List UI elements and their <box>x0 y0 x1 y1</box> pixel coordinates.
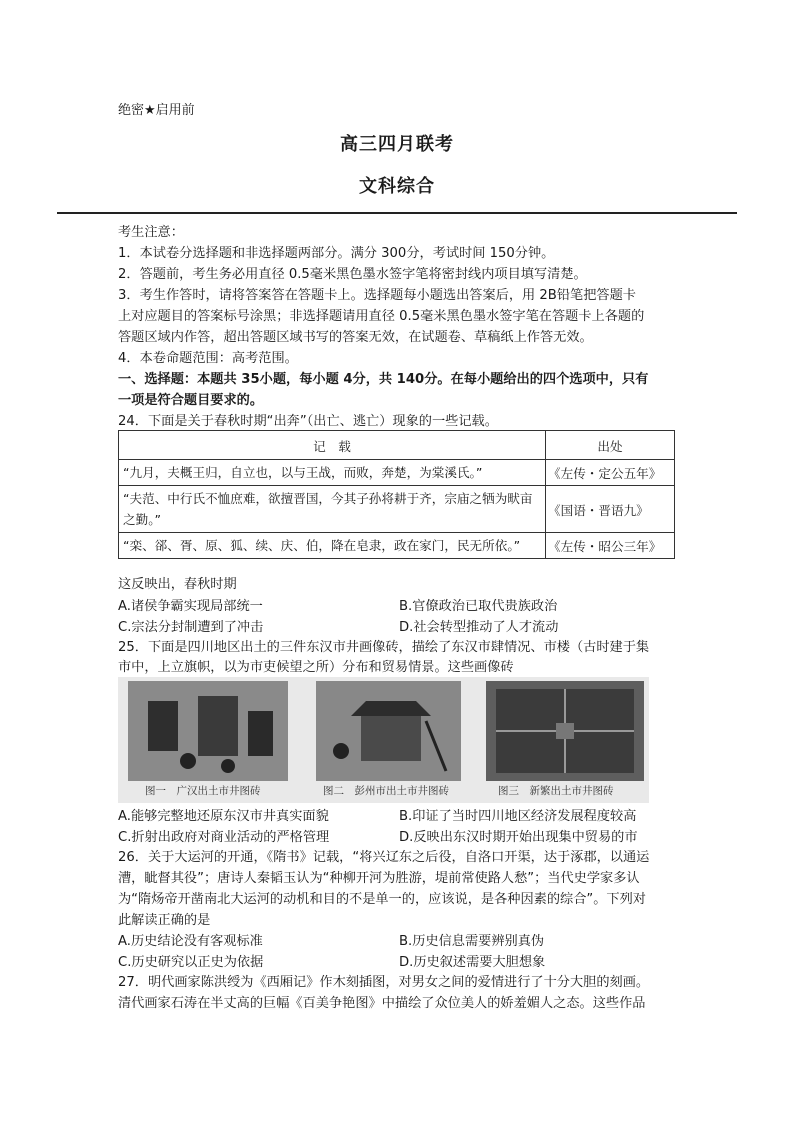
q25-option-d: D.反映出东汉时期开始出现集中贸易的市 <box>399 830 638 845</box>
market-tower-image <box>316 681 461 781</box>
section-heading: 一项是符合题目要求的。 <box>118 393 264 408</box>
note-line: 2．答题前，考生务必用直径 0.5毫米黑色墨水签字笔将密封线内项目填写清楚。 <box>118 267 587 282</box>
q26-option-c: C.历史研究以正史为依据 <box>118 955 264 970</box>
brick-image-3 <box>486 681 644 781</box>
section-heading: 一、选择题：本题共 35小题，每小题 4分，共 140分。在每小题给出的四个选项中，只有 <box>118 372 649 387</box>
q26-stem: 26．关于大运河的开通，《隋书》记载，“将兴辽东之后役，自洛口开渠，达于涿郡，以通运 <box>118 850 650 865</box>
q26-option-b: B.历史信息需要辨别真伪 <box>399 934 545 949</box>
record-text: “九月，夫概王归，自立也，以与王战，而败，奔楚，为棠溪氏。” <box>119 460 546 486</box>
q25-stem: 市中，上立旗帜，以为市吏候望之所）分布和贸易情景。这些画像砖 <box>118 660 514 675</box>
q24-after: 这反映出，春秋时期 <box>118 577 237 592</box>
q26-stem: 为“隋炀帝开凿南北大运河的动机和目的不是单一的，应该说，是各种因素的综合”。下列对 <box>118 892 646 907</box>
q24-stem: 24．下面是关于春秋时期“出奔”（出亡、逃亡）现象的一些记载。 <box>118 414 498 429</box>
notes-heading: 考生注意： <box>118 225 184 240</box>
note-line: 4．本卷命题范围：高考范围。 <box>118 351 298 366</box>
q25-option-a: A.能够完整地还原东汉市井真实面貌 <box>118 809 329 824</box>
note-line: 3．考生作答时，请将答案答在答题卡上。选择题每小题选出答案后，用 2B铅笔把答题卡 <box>118 288 636 303</box>
record-source: 《左传・昭公三年》 <box>546 533 675 559</box>
brick-caption-3: 图三 新繁出土市井图砖 <box>498 785 614 797</box>
note-line: 答题区域内作答，超出答题区域书写的答案无效，在试题卷、草稿纸上作答无效。 <box>118 330 593 345</box>
brick-caption-2: 图二 彭州市出土市井图砖 <box>323 785 449 797</box>
market-scene-image <box>128 681 288 781</box>
header-divider <box>57 212 737 214</box>
confidential-label: 绝密★启用前 <box>118 103 195 118</box>
brick-images-strip <box>118 677 649 803</box>
record-source: 《国语・晋语九》 <box>546 486 675 533</box>
q24-option-a: A.诸侯争霸实现局部统一 <box>118 599 263 614</box>
table-header-row <box>119 431 675 460</box>
q24-option-c: C.宗法分封制遭到了冲击 <box>118 620 264 635</box>
market-grid-image <box>486 681 644 781</box>
brick-image-1 <box>128 681 288 781</box>
q26-stem: 此解读正确的是 <box>118 913 211 928</box>
q26-stem: 漕，眦督其役”；唐诗人秦韬玉认为“种柳开河为胜游，堤前常使路人愁”；当代史学家多认 <box>118 871 640 886</box>
table-header-source: 出处 <box>546 431 675 460</box>
brick-caption-1: 图一 广汉出土市井图砖 <box>145 785 261 797</box>
q25-option-c: C.折射出政府对商业活动的严格管理 <box>118 830 330 845</box>
q25-stem: 25．下面是四川地区出土的三件东汉市井画像砖，描绘了东汉市肆情况、市楼（古时建于集 <box>118 640 650 655</box>
q24-option-d: D.社会转型推动了人才流动 <box>399 620 559 635</box>
q24-table <box>118 430 675 559</box>
q25-option-b: B.印证了当时四川地区经济发展程度较高 <box>399 809 637 824</box>
q26-option-a: A.历史结论没有客观标准 <box>118 934 263 949</box>
q26-option-d: D.历史叙述需要大胆想象 <box>399 955 546 970</box>
brick-image-2 <box>316 681 461 781</box>
table-row <box>119 486 675 533</box>
exam-subtitle: 文科综合 <box>359 176 435 197</box>
note-line: 上对应题目的答案标号涂黑；非选择题请用直径 0.5毫米黑色墨水签字笔在答题卡上各题的 <box>118 309 645 324</box>
q27-stem: 清代画家石涛在半丈高的巨幅《百美争艳图》中描绘了众位美人的娇羞媚人之态。这些作品 <box>118 996 646 1011</box>
note-line: 1．本试卷分选择题和非选择题两部分。满分 300分，考试时间 150分钟。 <box>118 246 555 261</box>
table-row <box>119 460 675 486</box>
record-text: “夫范、中行氏不恤庶难，欲擅晋国，今其子孙将耕于齐，宗庙之牺为畎亩之勤。” <box>119 486 546 533</box>
table-header-record: 记 载 <box>119 431 546 460</box>
q24-option-b: B.官僚政治已取代贵族政治 <box>399 599 558 614</box>
q27-stem: 27．明代画家陈洪绶为《西厢记》作木刻插图，对男女之间的爱情进行了十分大胆的刻画。 <box>118 975 650 990</box>
record-source: 《左传・定公五年》 <box>546 460 675 486</box>
table-row <box>119 533 675 559</box>
record-text: “栾、郤、胥、原、狐、续、庆、伯，降在皂隶，政在家门，民无所依。” <box>119 533 546 559</box>
exam-title: 高三四月联考 <box>340 134 454 155</box>
